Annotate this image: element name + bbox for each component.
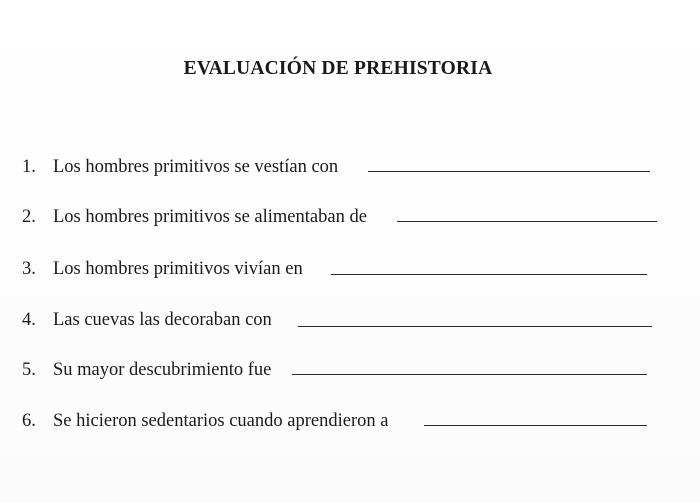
question-number: 3.	[22, 259, 36, 279]
answer-blank-4[interactable]	[298, 326, 652, 327]
question-1	[22, 154, 338, 180]
question-number: 4.	[22, 310, 36, 330]
question-number: 1.	[22, 157, 36, 177]
question-5	[22, 357, 271, 383]
question-text: Los hombres primitivos se vestían con	[53, 157, 339, 177]
answer-blank-6[interactable]	[424, 425, 647, 426]
question-text: Su mayor descubrimiento fue	[53, 360, 272, 380]
question-6	[22, 408, 388, 434]
question-4	[22, 307, 272, 333]
answer-blank-2[interactable]	[397, 221, 657, 222]
answer-blank-1[interactable]	[368, 171, 650, 172]
question-3	[22, 256, 303, 282]
question-number: 5.	[22, 360, 36, 380]
page-title: EVALUACIÓN DE PREHISTORIA	[183, 58, 493, 79]
answer-blank-3[interactable]	[331, 274, 647, 275]
question-number: 2.	[22, 207, 36, 227]
question-text: Las cuevas las decoraban con	[53, 310, 272, 330]
question-text: Los hombres primitivos se alimentaban de	[53, 207, 367, 227]
question-number: 6.	[22, 411, 36, 431]
answer-blank-5[interactable]	[292, 374, 647, 375]
question-2	[22, 204, 367, 230]
question-text: Se hicieron sedentarios cuando aprendieron a	[53, 411, 389, 431]
question-text: Los hombres primitivos vivían en	[53, 259, 303, 279]
